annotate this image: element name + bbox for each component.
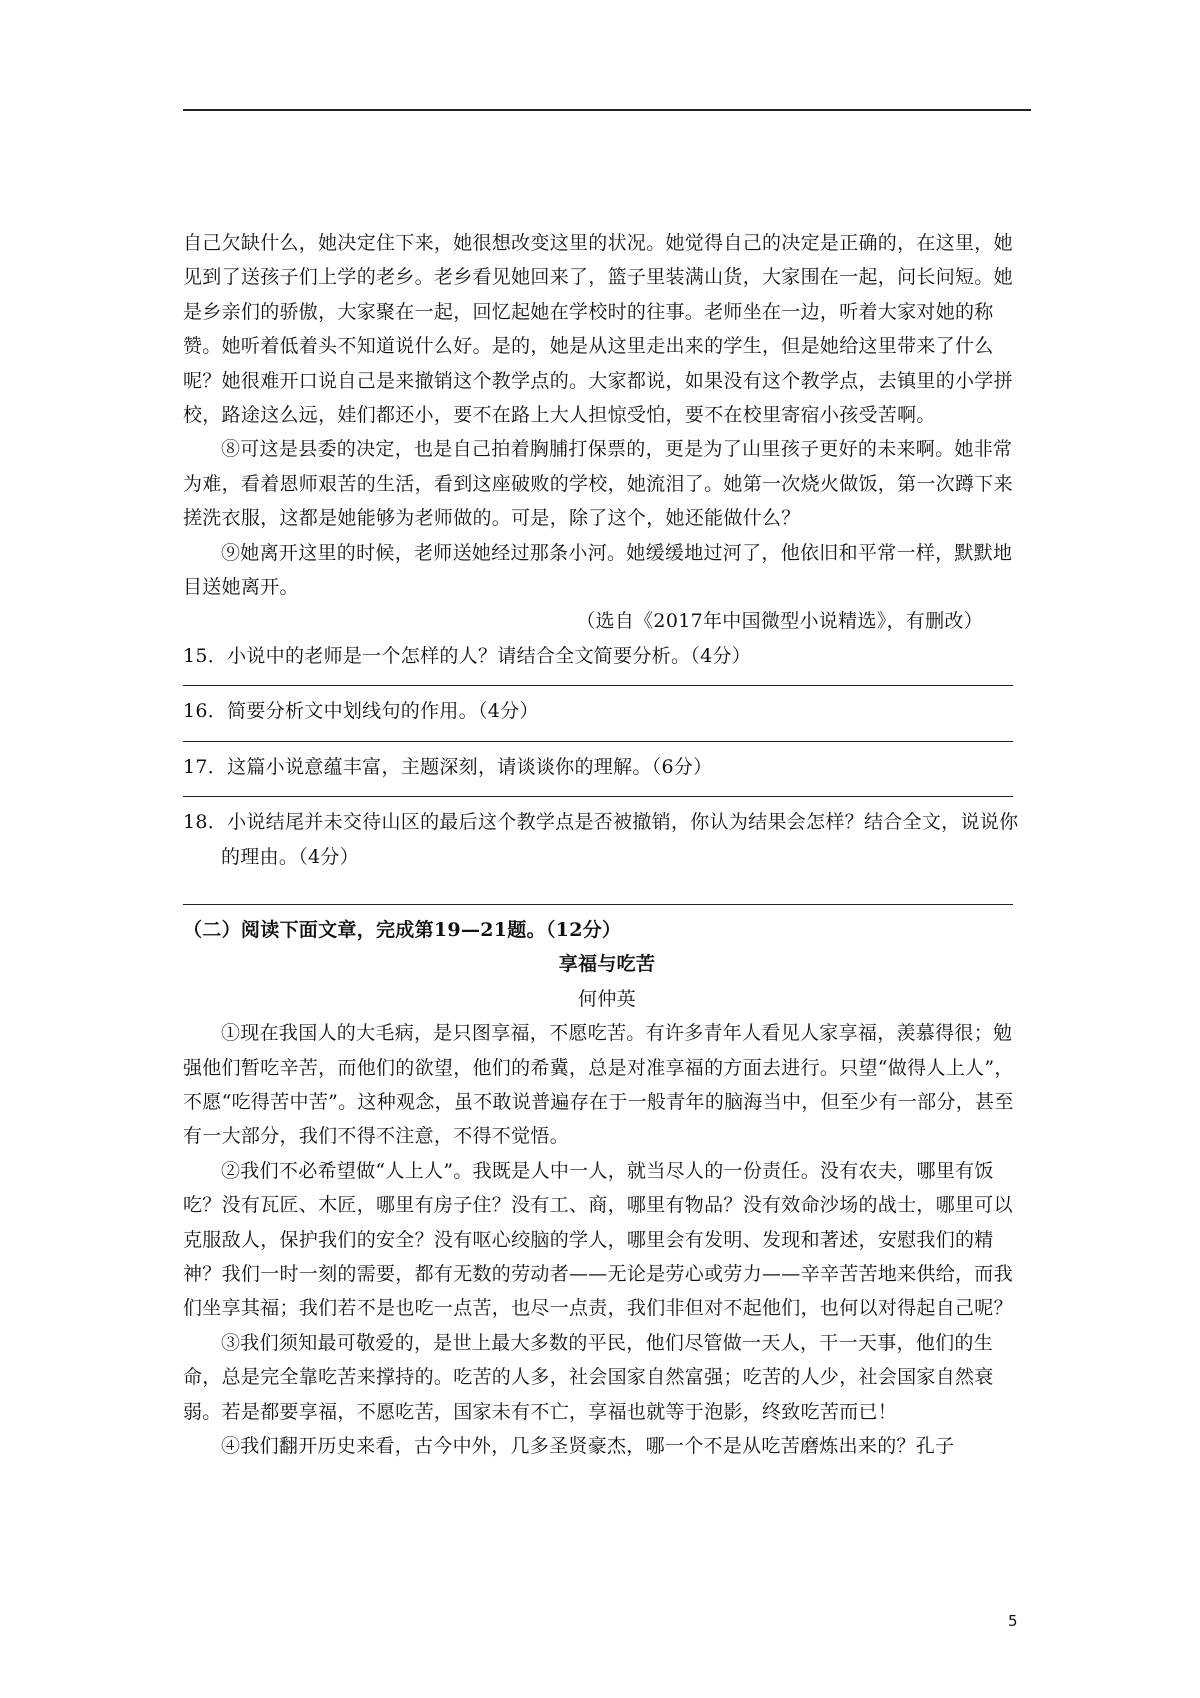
answer-line[interactable] [183, 796, 1013, 797]
answer-line[interactable] [183, 741, 1013, 742]
header-rule [183, 109, 1031, 111]
question-18: 18．小说结尾并未交待山区的最后这个教学点是否被撤销，你认为结果会怎样？结合全文，说说你的理由。（4分） [183, 811, 1019, 868]
essay-author: 何仲英 [578, 987, 636, 1010]
answer-line[interactable] [183, 904, 1013, 905]
essay-paragraph: ④我们翻开历史来看，古今中外，几多圣贤豪杰，哪一个不是从吃苦磨炼出来的？孔子 [221, 1435, 955, 1457]
story-paragraph: 自己欠缺什么，她决定住下来，她很想改变这里的状况。她觉得自己的决定是正确的，在这里，她见到了送孩子们上学的老乡。老乡看见她回来了，篮子里装满山货，大家围在一起，问长问短。她是乡亲们的骄傲，大家聚在一起，回忆起她在学校时的往事。老师坐在一边，听着大家对她的称赞。她听着低着头不知道说什么好。是的，她是从这里走出来的学生，但是她给这里带来了什么呢？她很难开口说自己是来撤销这个教学点的。大家都说，如果没有这个教学点，去镇里的小学拼校，路途这么远，娃们都还小，要不在路上大人担惊受怕，要不在校里寄宿小孩受苦啊。 [183, 232, 1013, 427]
essay-paragraph: ③我们须知最可敬爱的，是世上最大多数的平民，他们尽管做一天人，干一天事，他们的生命，总是完全靠吃苦来撑持的。吃苦的人多，社会国家自然富强；吃苦的人少，社会国家自然衰弱。若是都要享福，不愿吃苦，国家未有不亡，享福也就等于泡影，终致吃苦而已！ [183, 1331, 994, 1423]
answer-line[interactable] [183, 685, 1013, 686]
question-16: 16．简要分析文中划线句的作用。（4分） [183, 700, 539, 723]
essay-title: 享福与吃苦 [558, 953, 656, 976]
story-source: （选自《2017年中国微型小说精选》，有删改） [576, 610, 983, 633]
essay-paragraph: ①现在我国人的大毛病，是只图享福，不愿吃苦。有许多青年人看见人家享福，羡慕得很；勉强他们暂吃辛苦，而他们的欲望，他们的希冀，总是对准享福的方面去进行。只望“做得人上人”，不愿“吃得苦中苦”。这种观念，虽不敢说普遍存在于一般青年的脑海当中，但至少有一部分，甚至有一大部分，我们不得不注意，不得不觉悟。 [183, 1022, 1014, 1148]
story-paragraph: ⑧可这是县委的决定，也是自己拍着胸脯打保票的，更是为了山里孩子更好的未来啊。她非常为难，看着恩师艰苦的生活，看到这座破败的学校，她流泪了。她第一次烧火做饭，第一次蹲下来搓洗衣服，这都是她能够为老师做的。可是，除了这个，她还能做什么？ [183, 438, 1013, 530]
question-17: 17．这篇小说意蕴丰富，主题深刻，请谈谈你的理解。（6分） [183, 755, 713, 778]
story-paragraph: ⑨她离开这里的时候，老师送她经过那条小河。她缓缓地过河了，他依旧和平常一样，默默地目送她离开。 [183, 541, 1013, 599]
page-content [183, 226, 1031, 1463]
question-15: 15．小说中的老师是一个怎样的人？请结合全文简要分析。（4分） [183, 644, 752, 667]
section-heading: （二）阅读下面文章，完成第19—21题。（12分） [183, 918, 622, 941]
essay-paragraph: ②我们不必希望做“人上人”。我既是人中一人，就当尽人的一份责任。没有农夫，哪里有饭吃？没有瓦匠、木匠，哪里有房子住？没有工、商，哪里有物品？没有效命沙场的战士，哪里可以克服敌人，保护我们的安全？没有呕心绞脑的学人，哪里会有发明、发现和著述，安慰我们的精神？我们一时一刻的需要，都有无数的劳动者——无论是劳心或劳力——辛辛苦苦地来供给，而我们坐享其福；我们若不是也吃一点苦，也尽一点责，我们非但对不起他们，也何以对得起自己呢？ [183, 1159, 1013, 1320]
page-number: 5 [1008, 1612, 1018, 1630]
